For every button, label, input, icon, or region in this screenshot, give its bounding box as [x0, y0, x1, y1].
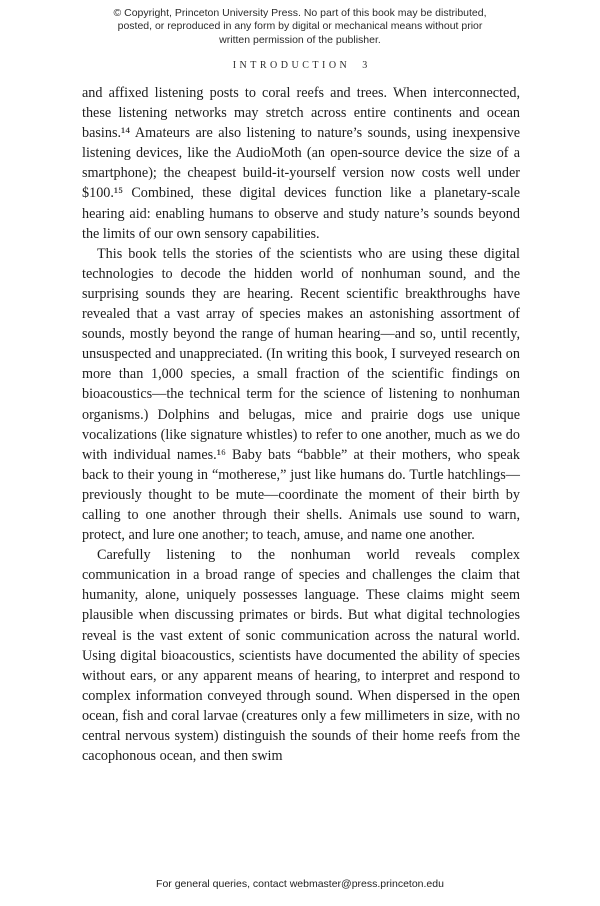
footer-query-note	[0, 878, 600, 890]
paragraph-this-book: This book tells the stories of the scientists who are using these digital technologies to decode the hidden world of nonhuman sound, and the surprising sounds they are hearing. Recent scientific breakthroughs have revealed that a vast array of species makes an astonishing assortment of sounds, mostly beyond the range of human hearing—and so, until recently, unsuspected and unappreciated. (In writing this book, I surveyed research on more than 1,000 species, a small fraction of the scientific findings on bioacoustics—the technical term for the science of listening to nonhuman organisms.) Dolphins and belugas, mice and prairie dogs use unique vocalizations (like signature whistles) to refer to one another, much as we do with individual names.¹⁶ Baby bats “babble” at their mothers, who speak back to their young in “motherese,” just like humans do. Turtle hatchlings—previously thought to be mute—coordinate the moment of their birth by calling to one another through their shells. Animals use sound to warn, protect, and lure one another; to teach, amuse, and name one another.	[82, 245, 520, 544]
page-number: 3	[362, 60, 368, 71]
paragraph-carefully-listening: Carefully listening to the nonhuman world reveals complex communication in a broad range of species and challenges the claim that humanity, alone, uniquely possesses language. These claims might seem plausible when discussing primates or birds. But what digital technologies reveal is the vast extent of sonic communication across the natural world. Using digital bioacoustics, scientists have documented the ability of species without ears, or any apparent means of hearing, to interpret and respond to complex information conveyed through sound. When dispersed in the open ocean, fish and coral larvae (creatures only a few millimeters in size, with no central nervous system) distinguish the sounds of their home reefs from the cacophonous ocean, and then swim	[82, 547, 520, 765]
running-head-title: INTRODUCTION	[232, 60, 351, 71]
running-head	[0, 60, 600, 71]
paragraph-continuation: and affixed listening posts to coral reefs and trees. When interconnected, these listening networks may stretch across entire continents and ocean basins.¹⁴ Amateurs are also listening to nature’s sounds, using inexpensive listening devices, like the AudioMoth (an open-source device the size of a smartphone); the cheapest build-it-yourself version now costs well under $100.¹⁵ Combined, these digital devices function like a planetary-scale hearing aid: enabling humans to observe and study nature’s sounds beyond the limits of our own sensory capabilities.	[82, 85, 520, 242]
body-text	[82, 83, 520, 766]
footer-text: For general queries, contact webmaster@press.princeton.edu	[156, 878, 444, 890]
copyright-notice: © Copyright, Princeton University Press. No part of this book may be distributed, posted, or reproduced in any form by digital or mechanical means without prior written permission of the publisher.	[113, 7, 487, 46]
